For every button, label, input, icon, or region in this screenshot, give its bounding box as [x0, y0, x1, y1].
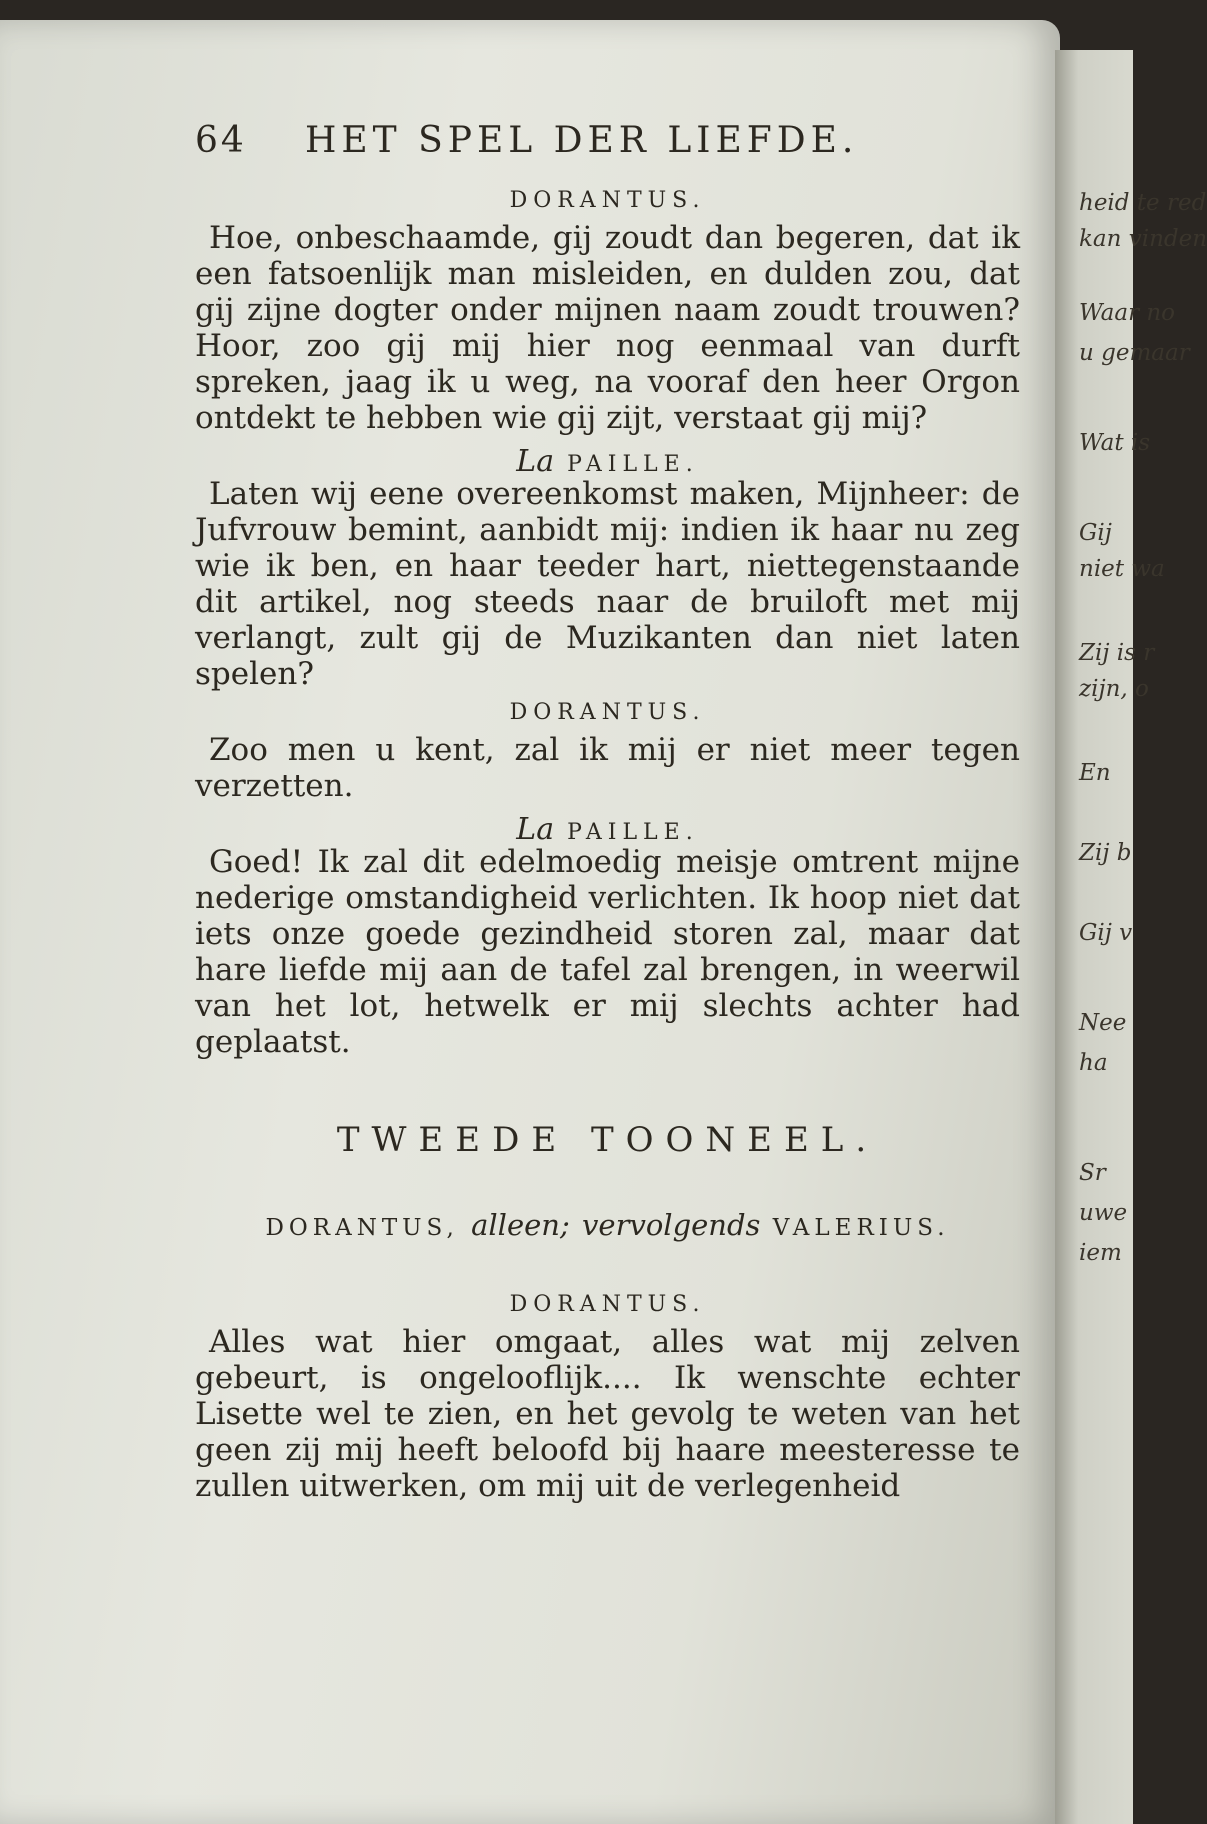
next-page-edge: [1055, 50, 1207, 1824]
speaker-prefix: La: [516, 812, 555, 847]
running-header: [195, 120, 1020, 180]
dialogue-block-5: [195, 1292, 1020, 1504]
page-number: 64: [195, 120, 247, 161]
next-page-fragment: kan vinden: [1079, 226, 1207, 252]
speaker-name: DORANTUS.: [509, 700, 706, 725]
speech-text: Alles wat hier omgaat, alles wat mij zelven gebeurt, is ongelooflijk.... Ik wenschte echter Lisette wel te zien, en het gevolg te weten van het geen zij mij heeft beloofd bij haare meesteresse te zullen uitwerken, om mij uit de verlegenheid: [195, 1324, 1020, 1504]
next-page-fragment: Gij: [1079, 520, 1112, 546]
next-page-fragment: Gij v: [1079, 920, 1133, 946]
dialogue-block-4: [195, 812, 1020, 1060]
next-page-fragment: Wat is: [1079, 430, 1151, 456]
speech-text: Goed! Ik zal dit edelmoedig meisje omtrent mijne nederige omstandigheid verlichten. Ik hoop niet dat iets onze goede gezindheid storen zal, maar dat hare liefde mij aan de tafel zal brengen, in weerwil van het lot, hetwelk er mij slechts achter had geplaatst.: [195, 844, 1020, 1060]
next-page-fragment: iem: [1079, 1240, 1122, 1266]
scene-cast: [195, 1208, 1020, 1248]
cast-note: alleen;: [471, 1208, 570, 1242]
speaker-name: DORANTUS.: [509, 1292, 706, 1317]
next-page-fragment: Zij is r: [1079, 640, 1155, 666]
page-content: [195, 120, 1020, 1504]
next-page-fragment: Nee: [1079, 1010, 1127, 1036]
speaker-name: DORANTUS.: [509, 188, 706, 213]
next-page-fragment: En: [1079, 760, 1111, 786]
next-page-fragment: niet wa: [1079, 556, 1165, 582]
running-title: HET SPEL DER LIEFDE.: [305, 120, 859, 161]
speech-text: Hoe, onbeschaamde, gij zoudt dan begeren, dat ik een fatsoenlijk man misleiden, en dulden zou, dat gij zijne dogter onder mijnen naam zoudt trouwen? Hoor, zoo gij mij hier nog eenmaal van durft spreken, jaag ik u weg, na vooraf den heer Orgon ontdekt te hebben wie gij zijt, verstaat gij mij?: [195, 220, 1020, 436]
speaker-name: [195, 444, 1020, 479]
speech-text: Laten wij eene overeenkomst maken, Mijnheer: de Jufvrouw bemint, aanbidt mij: indien ik haar nu zeg wie ik ben, en haar teeder hart, niettegenstaande dit artikel, nog steeds naar de bruiloft met mij verlangt, zult gij de Muzikanten dan niet laten spelen?: [195, 476, 1020, 692]
speaker-suffix: PAILLE.: [567, 820, 699, 845]
dialogue-block-2: [195, 444, 1020, 692]
next-page-fragment: zijn, o: [1079, 676, 1149, 702]
speaker-name: [195, 812, 1020, 847]
speech-text: Zoo men u kent, zal ik mij er niet meer tegen verzetten.: [195, 732, 1020, 804]
next-page-fragment: u gemaar: [1079, 340, 1190, 366]
cast-note-2: vervolgends: [582, 1208, 761, 1242]
book-page: [0, 20, 1060, 1824]
next-page-fragment: heid te red: [1079, 190, 1207, 216]
next-page-fragment: uwe: [1079, 1200, 1128, 1226]
dialogue-block-3: [195, 700, 1020, 804]
next-page-fragment: Zij b: [1079, 840, 1132, 866]
next-page-fragment: Waar no: [1079, 300, 1176, 326]
speaker-prefix: La: [516, 444, 555, 479]
next-page-fragment: Sr: [1079, 1160, 1106, 1186]
cast-name-2: VALERIUS.: [772, 1215, 950, 1241]
next-page-fragment: ha: [1079, 1050, 1108, 1076]
dialogue-block-1: [195, 188, 1020, 436]
scene-heading: TWEEDE TOONEEL.: [336, 1120, 879, 1160]
speaker-suffix: PAILLE.: [567, 452, 699, 477]
cast-name: DORANTUS,: [265, 1215, 459, 1241]
